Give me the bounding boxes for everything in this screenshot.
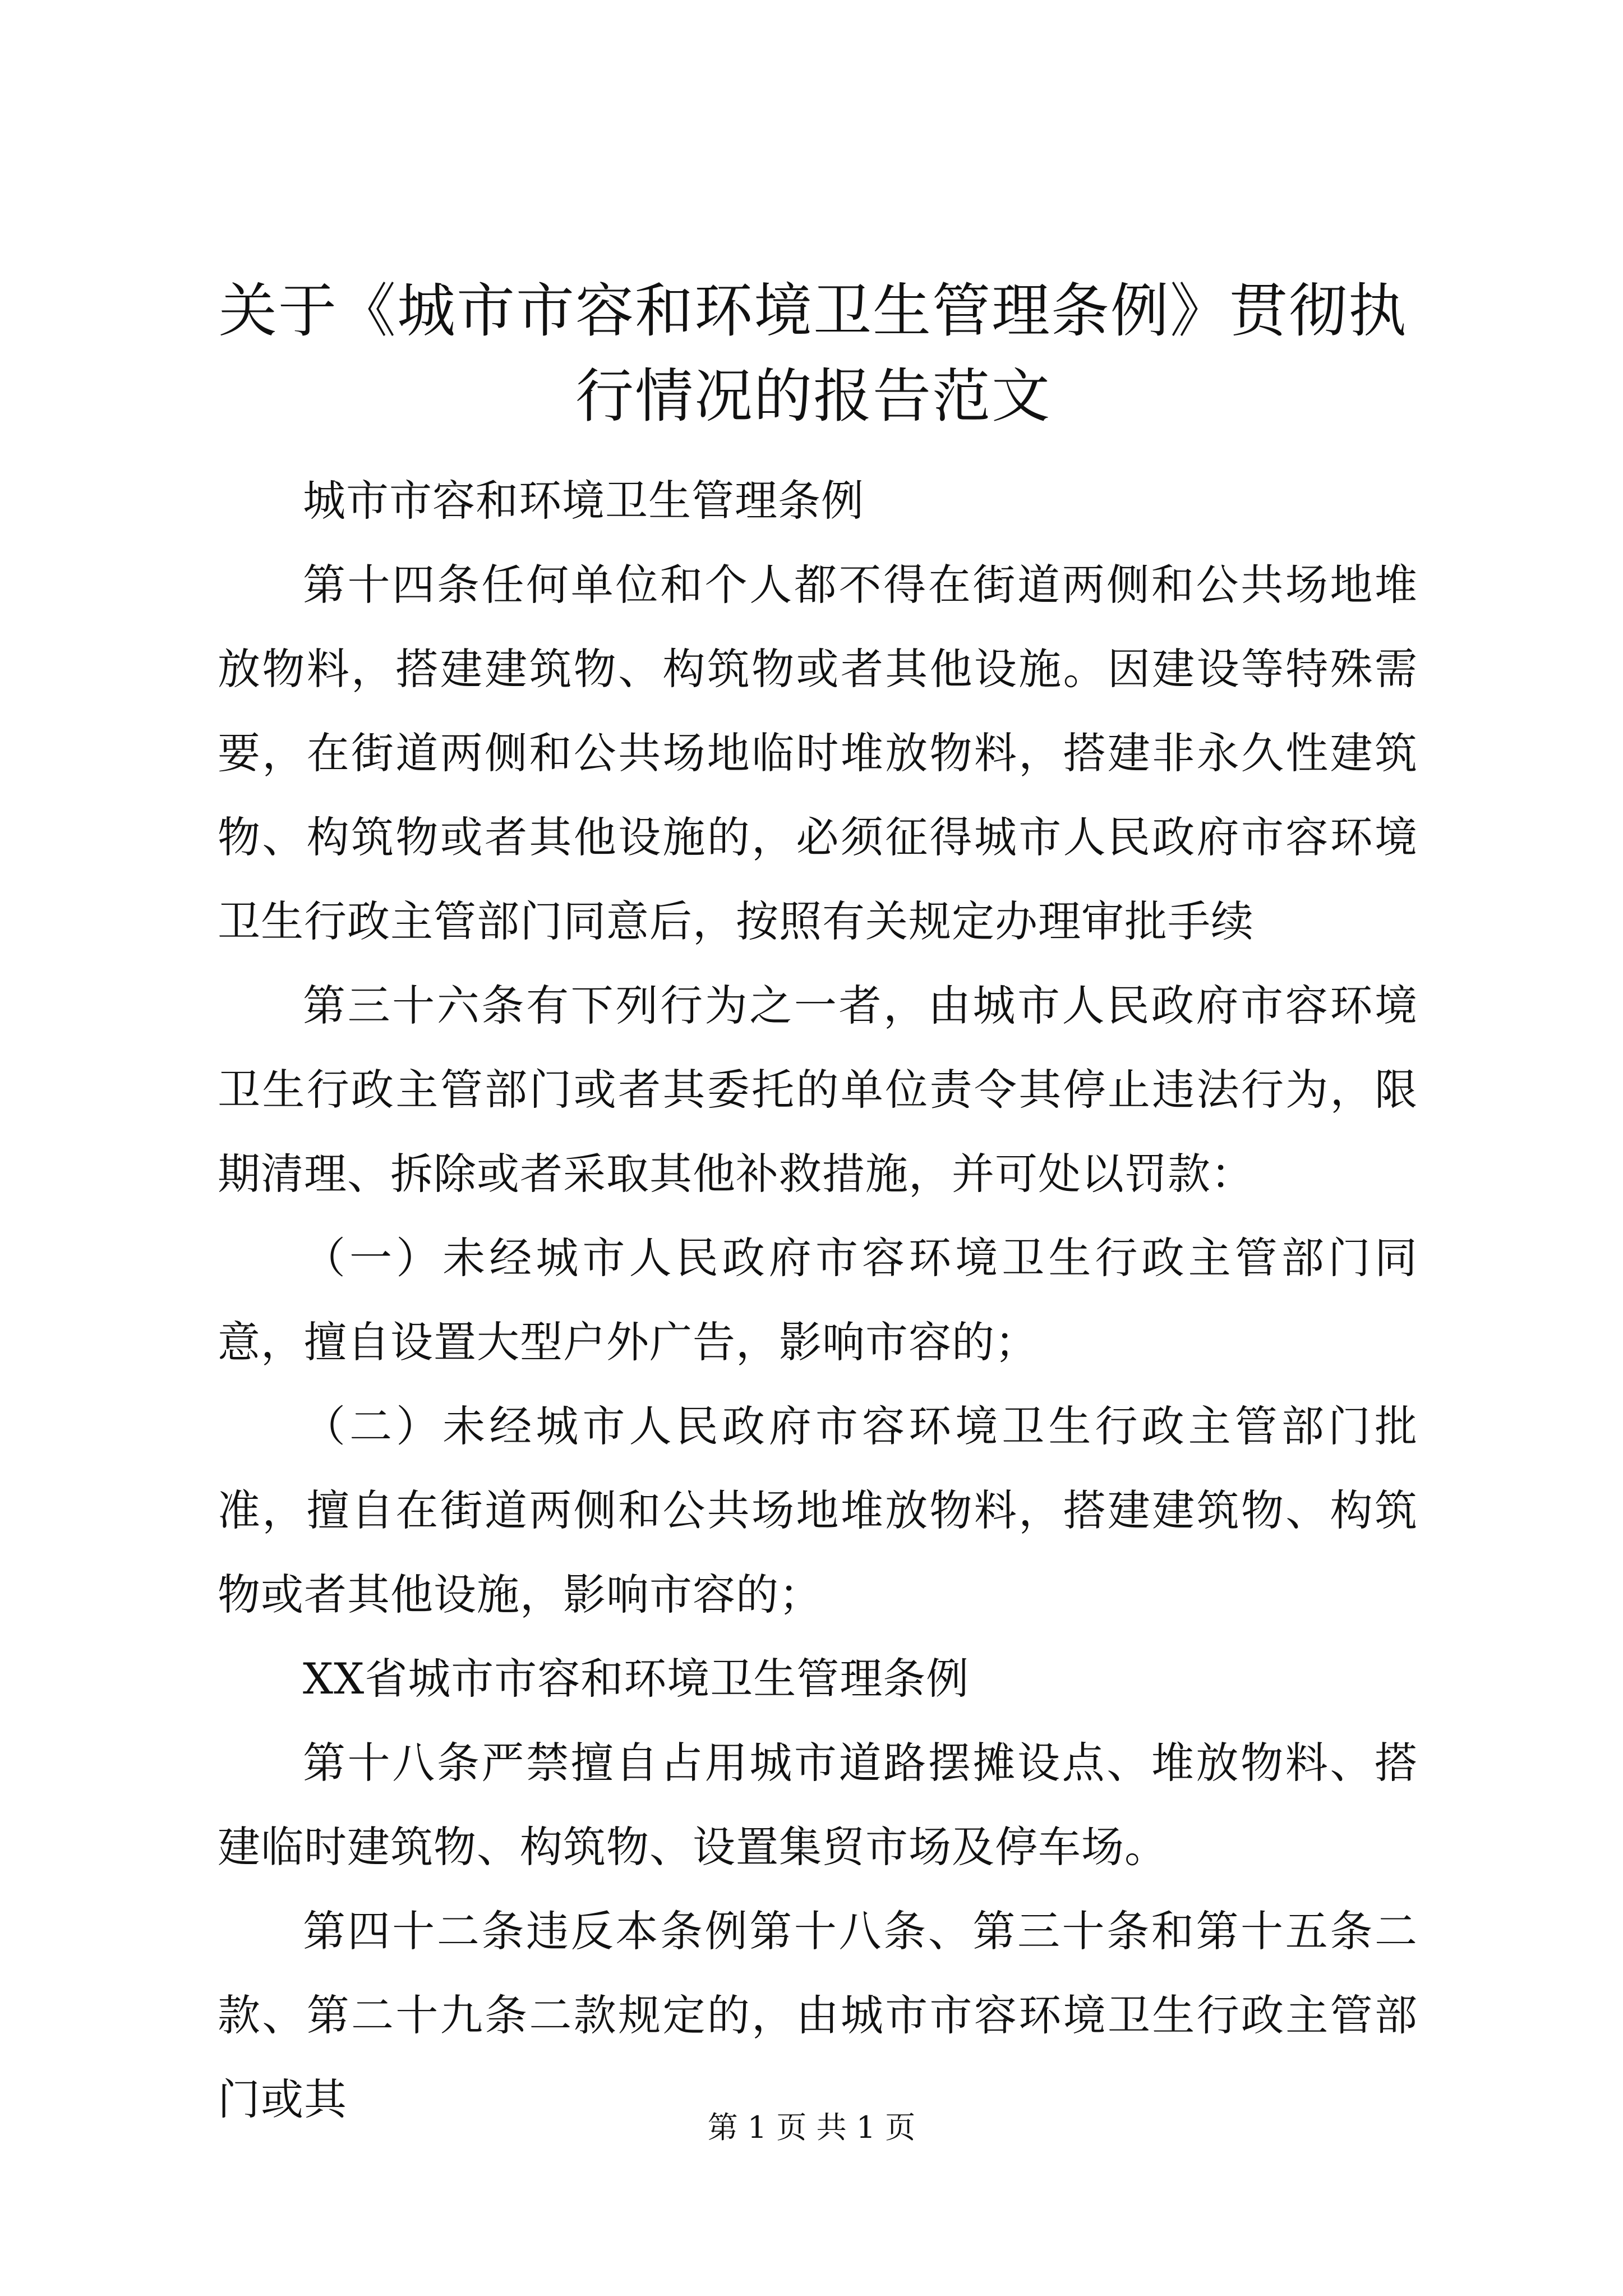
- document-body: [218, 459, 1418, 2142]
- paragraph-item-1: （一）未经城市人民政府市容环境卫生行政主管部门同意，擅自设置大型户外广告，影响市容的；: [218, 1233, 1418, 1367]
- paragraph-regulation-heading: 城市市容和环境卫生管理条例: [303, 476, 864, 526]
- paragraph-article-14: 第十四条任何单位和个人都不得在街道两侧和公共场地堆放物料，搭建建筑物、构筑物或者其他设施。因建设等特殊需要，在街道两侧和公共场地临时堆放物料，搭建非永久性建筑物、构筑物或者其他设施的，必须征得城市人民政府市容环境卫生行政主管部门同意后，按照有关规定办理审批手续: [218, 560, 1418, 946]
- paragraph-item-2: （二）未经城市人民政府市容环境卫生行政主管部门批准，擅自在街道两侧和公共场地堆放物料，搭建建筑物、构筑物或者其他设施，影响市容的；: [218, 1401, 1418, 1619]
- page-footer: 第 1 页 共 1 页: [707, 2110, 916, 2145]
- paragraph-provincial-regulation-heading: XX省城市市容和环境卫生管理条例: [303, 1654, 970, 1704]
- paragraph-article-18: 第十八条严禁擅自占用城市道路摆摊设点、堆放物料、搭建临时建筑物、构筑物、设置集贸市场及停车场。: [218, 1738, 1418, 1872]
- paragraph-article-36: 第三十六条有下列行为之一者，由城市人民政府市容环境卫生行政主管部门或者其委托的单位责令其停止违法行为，限期清理、拆除或者采取其他补救措施，并可处以罚款：: [218, 981, 1418, 1199]
- document-title: 关于《城市市容和环境卫生管理条例》贯彻执行情况的报告范文: [218, 277, 1408, 430]
- paragraph-article-42: 第四十二条违反本条例第十八条、第三十条和第十五条二款、第二十九条二款规定的，由城市市容环境卫生行政主管部门或其: [218, 1906, 1418, 2124]
